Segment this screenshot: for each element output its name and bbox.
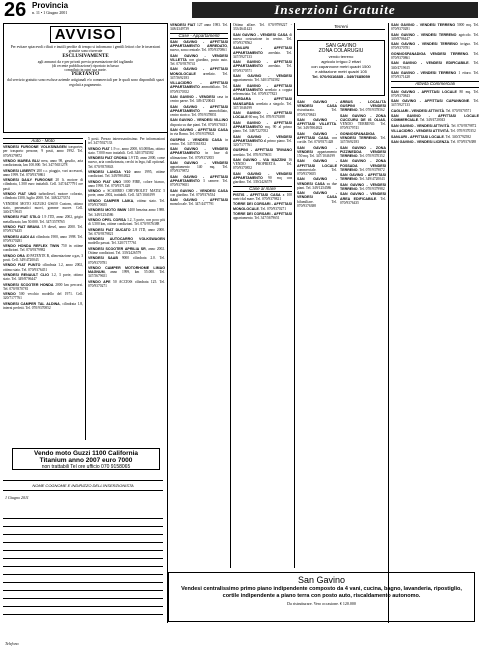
classified-ad: VENDESI SCOOTER APRILIA SR, anno 2002. Ottime condizioni. Tel. 339/2426579 [88, 246, 165, 255]
ad-body: Vendesi centralissimo primo piano indipendente composto da 4 vani, cucina, bagno, lavanderia, ripostiglio, cortile indipendente a piano terra con posto auto, riscaldamento autonomo. [181, 586, 462, 599]
classified-ad: SAN GAVINO - AFFITTASI LOCALE 60 mq. Tel. 070/9376388 [233, 111, 292, 120]
classified-ad: SAN GAVINO - VENDESI ATTIVITÀ. Tel. 070/9379872 [391, 123, 477, 128]
page-header [0, 0, 482, 20]
classified-ad: VENDESI CAMPER TAL ALDINA, cilindrata 1.8, interni perfetti. Tel. 070/9370852 [3, 301, 83, 310]
section-heading-terreni: Terreni [297, 24, 385, 30]
classified-ad: SAN GAVINO - AFFITTASI APPARTAMENTO ammobiliato, centro storico. Tel. 070/9378851 [170, 104, 228, 117]
column-auto-moto-2 [88, 137, 165, 442]
column-terreni-attivita [391, 23, 479, 568]
ad-line: e abitazione metri quadri 105 [315, 69, 367, 74]
classified-ad: GUSPINI - VENDESI CASA in centro. Tel. 347/5561832 [170, 137, 228, 146]
classified-ad: SAN GAVINO - VENDESI CASA di nuova costruzione in centro. Tel. 070/9378562 [233, 32, 292, 45]
insertion-form [3, 480, 163, 650]
form-lines[interactable] [3, 511, 163, 615]
classified-ad: VENDESI LANCIA Y10 anno 1995, ottime condizioni. Tel. 349/5904822 [88, 169, 165, 179]
classified-ad: VENDESI FURGONE VOLKSWAGEN trasporter, per trasporto persone, 9 posti, anno 1992. Tel. 070/9379872 [3, 145, 83, 158]
classified-ad: SAN GAVINO - AFFITTASI CASA con cortile. Tel. 070/9371428 [297, 131, 337, 145]
form-phone-label: Telefono [5, 641, 19, 646]
classified-ad: SAN GAVINO - VENDESI TERRENO irriguo. Tel. 070/9370781 [391, 42, 479, 51]
classified-ad: SAN GAVINO - AFFITTASI APPARTAMENTO 3 camere. Tel. 070/9379651 [170, 174, 228, 188]
moto-ad-box [12, 448, 160, 470]
column-rule [167, 23, 168, 623]
classified-ad: VENDESI LIBERTY 200 c.c. piaggio, vari accessori, anno 1999. Tel. 070/9370861 [3, 168, 83, 177]
classified-ad: SARDARA - AFFITTASI MANSARDA arredata a singolo. Tel. 347/1046199 [233, 97, 292, 110]
classified-ad: GONNOSFANADIGA VENDESI TERRENO. Tel. 347/5692183 [340, 131, 386, 145]
classified-ad: GUSPINI - AFFITTASI TRIVANO arredato. Tel. 070/9379651 [233, 148, 292, 157]
classified-ad: SAN GAVINO - AFFITTASI CASA in via Roma. Tel. 070/9379821 [170, 127, 228, 137]
classified-ad: SAN GAVINO - VENDESI appartamento. Tel. 340/3792582 [233, 73, 292, 83]
form-line[interactable] [3, 519, 163, 527]
classified-ad: SAN GAVINO - AFFITTASI LOCALE 80 mq. Tel. 070/9370843 [391, 89, 479, 98]
classified-ad: SAN GAVINO - VENDESI appartamento 140 mq. Tel. 070/9379872 [170, 160, 228, 174]
form-line[interactable] [3, 559, 163, 567]
classified-ad: SAN GAVINO - VENDESI TERRENO. Tel. 070/9379982 [340, 182, 386, 191]
avviso-line: dal servizio gratuito sono escluse aziende artigianali e/o commerciali per le quali sono disponibili spazi regolati a pagamento. [7, 78, 164, 87]
classified-ad: SAN GAVINO - VENDESI APPARTAMENTO al primo piano. Tel. 320/7177761 [233, 134, 292, 147]
column-case-2 [233, 23, 292, 568]
classified-ad: GONNOSFANADIGA VENDESI TERRENO. Tel. 070/9370861 [391, 51, 479, 60]
classified-ad: VENDO APE 50 ACCESS cilindrata 125. Tel. 070/9370271 [88, 279, 165, 288]
classified-ad: VENDO OPEL CORSA 1.2, 3 porte, con poco più di 3.500 km, ottime condizioni. Tel. 070/9376388 [88, 217, 165, 227]
classified-ad: SAN GAVINO - AFFITTASI TERRENO. Tel. 349/4720043 [340, 173, 386, 182]
ad-line: vendo terreno [328, 54, 354, 59]
form-line[interactable] [3, 535, 163, 543]
ad-line: Titanium anno 2007 euro 7000 [39, 457, 133, 464]
classified-ad: VENDESI AUDI A4 cilindrata 1900, anno 1998. Tel. 070/9370281 [3, 234, 83, 243]
classified-ad: VENDESI DAILY FURGONE 20 lt. motore di cilindrata, 1.500 euro trattabili. Cell. 347/4477791 ore pasti [3, 178, 83, 191]
classified-ad: SAN GAVINO - AFFITTASI VILLETTA. Tel. 349/5904822 [297, 118, 337, 131]
ad-zone: ZONA COLARUGIU [318, 48, 364, 54]
classified-ad: SAN GAVINO - VENDESI CASA su due piani. Tel. 349/1254586 [297, 177, 337, 190]
ad-line: con capannone metri quadri 1500 [311, 64, 371, 69]
column-rule [85, 140, 86, 440]
ad-line: agricolo irriguo 2 ettari [321, 59, 361, 64]
form-line[interactable] [3, 607, 163, 615]
classified-ad: SAN GAVINO - AFFITTASI APPARTAMENTO arredato. Tel. 070/9370571 [233, 60, 292, 73]
classified-ad: SAN GAVINO - VENDESI appartamento 150 mq. Tel. 347/1046199 [297, 145, 337, 158]
classified-ad: TORRE DEI CORSARI - AFFITTASI MONOLOCALE. Tel. 070/9370271 [233, 202, 292, 211]
classified-ad: VENDESI AUTOCARRO VOLKSWAGEN modello passat. Tel. 320/7177761 [88, 237, 165, 246]
form-heading: NOME COGNOME E INDIRIZZO DELL'INSERZIONISTA [3, 481, 163, 491]
classified-ad: VENDO CAMPER LAIKA, ottimo stato. Tel. 070/9370655 [88, 198, 165, 207]
classified-ad: SAN GAVINO - VENDESI APPARTAMENTO in fase di ultimazione. Tel. 070/9372855 [170, 147, 228, 160]
avviso-strong: ESCLUSIVAMENTE [62, 53, 109, 59]
avviso-title: AVVISO [50, 26, 122, 43]
classified-ad: TORRE DEI CORSARI - AFFITTASI appartamento. Tel. 347/5679651 [233, 211, 292, 221]
classified-ad: 5 posti. Prezzo interessantissimo. Per informazioni tel. 347/5927133 [88, 137, 165, 146]
classified-ad: SAN GAVINO - ZONA PIZZINEDDA VENDESI TERRENO. Tel. 070/9370352 [340, 145, 386, 158]
column-rule [230, 23, 231, 568]
section-heading: Auto - Moto [3, 138, 83, 144]
form-line[interactable] [3, 543, 163, 551]
classified-ad: VILLACIDRO - AFFITTASI APPARTAMENTO ammobiliato. Tel. 070/9370352 [170, 81, 228, 94]
classified-ad: SAN GAVINO - AFFITTASI LOCALE commerciale. Tel. 070/9370655 [297, 159, 337, 176]
classified-ad: SANLURI - AFFITTASI APPARTAMENTO arredato. Tel. 347/5927133 [233, 46, 292, 59]
column-case [170, 23, 228, 568]
classified-ad: VENDO o SCAMBIO CHEVROLET MATIZ 5 porte, anno 2002, trattabili. Cell. 347/1046199 [88, 189, 165, 198]
ad-footer: Da ristrutturare. Vero occasione. € 120.000 [287, 601, 356, 606]
classified-ad: VENDESI FIAT 127 anno 1983. Tel. 348/4349739 [170, 23, 228, 32]
classified-ad: CAGLIARI - VENDESI ATTIVITÀ. Tel. 070/9370571 [391, 108, 472, 113]
classified-ad: VENDESI SCOOTER HONDA 2000 km percorsi. Tel. 070/9370781 [3, 282, 83, 291]
classified-ad: SAN GAVINO - AFFITTASI APPARTAMENTO ARREDATO, nuovo, zona centrale. Tel. 070/9370861 [170, 39, 228, 53]
classified-ad: SAN GAVINO - AFFITTASI APPARTAMENTO mq. 90 al primo piano. Tel. 348/7227052 [233, 120, 292, 134]
classified-ad: SAN GAVINO - AFFITTASI CAPANNONE. Tel. 347/5927133 [391, 99, 479, 108]
san-gavino-ad [168, 572, 475, 622]
classified-ad: SAN GAVINO - VENDESI VILLINO disposta su due piani. Tel. 070/9370431 [170, 118, 228, 127]
avviso-line: Per evitare spiacevoli rifiuti e inutili perdite di tempo si informano i gentili lettori che le inserzioni gratuite sono riservate [10, 45, 161, 54]
column-rule [294, 23, 295, 568]
ad-line: Vendo moto Guzzi 1100 California [33, 450, 139, 457]
classified-ad: SAN GAVINO - VENDESI AREA EDIFICABILE. Tel. 070/9376435 [340, 192, 386, 205]
classified-ad: VENDESI RENAULT CLIO 1.2, 3 porte, ottimo stato. Tel. 349/8706447 [3, 272, 83, 282]
classified-ad: VENDESI FIAT STILO 1.9 JTD, anno 2002, grigio metallizzato, km 50.000. Tel. 347/3578765 [3, 215, 83, 224]
classified-ad: SAN GAVINO - VENDESI APPARTAMENTO 90 mq con giardino. Tel. 339/2426579 [233, 171, 292, 185]
issue-info: n. 11 • 1 Giugno 2001 [32, 10, 68, 15]
classified-ad: VENDO FIAT PUNTO cilindrata 1.2, anno 2002, ottimo stato. Tel. 070/9376451 [3, 263, 83, 272]
avviso-line: (di recente pubblicazione) riportato in basso [52, 63, 119, 68]
classified-ad: VENDESI MOTO BMW 1400 benzina anno 1988. Tel. 349/1254586 [88, 208, 165, 217]
classified-ad: PISTIS - AFFITTASI CASA a 100 metri dal mare. Tel. 070/9379821 [233, 192, 292, 201]
form-line[interactable] [3, 527, 163, 535]
classified-ad: SANLURI - AFFITTASI LOCALE. Tel. 340/3792582 [391, 134, 471, 139]
avviso-line: agli annunci da e per privati previa presentazione del tagliando [37, 59, 134, 64]
classified-ad: SAN GAVINO - VENDESI VILLETTA con giardino, posto auto. Tel. 070/9379741 [170, 53, 228, 66]
classified-ad: SAN GAVINO - AFFITTASI MONOLOCALE arredato. Tel. 347/5692183 [170, 67, 228, 80]
classified-ad: ARBUS - LOCALITÀ GUSPINI VENDESI TERRENO. Tel. 070/9378562 [340, 100, 386, 113]
column-auto-moto [3, 137, 83, 442]
classified-ad: SAN GAVINO - VENDESI TERRENO 5000 mq. Tel. 070/9370281 [391, 23, 479, 32]
section-heading: Attività Commerciali [391, 81, 479, 87]
ad-title: San Gavino [297, 575, 346, 585]
column-terreni [340, 100, 386, 568]
classified-ad: SAN GAVINO - VENDESI EDIFICABILE. Tel. 340/4719615 [391, 61, 479, 70]
classified-ad: VENDO CAMPER MOTORHOME LIMAG MAGNUM, anno 1999, km 55.000. Tel. 347/5679651 [88, 265, 165, 279]
classified-ad: VENDESI MOTO SUZUKI GS650 Custom, ottimo stato, pneumatici nuovi, gomme nuove. Cell. 340/4719615 [3, 201, 83, 214]
classified-ad: SAN GAVINO - AFFITTASI APPARTAMENTO arredato a coppia referenziata. Tel. 070/9377823 [233, 83, 292, 96]
classified-ad: VENDO ORA 40 PATENTE B, alimentazione a gas, 3 posti. Cell. 349/4720043 [3, 253, 83, 262]
classified-ad: VENDO FIAT UNO 1000 FIRE, colore bianco, anno 1990. Tel. 070/9371428 [88, 179, 165, 188]
avviso-notice [3, 23, 168, 133]
classified-ad: VILLACIDRO - VENDESI ATTIVITÀ. Tel. 070/9370352 [391, 129, 476, 134]
form-line[interactable] [3, 551, 163, 559]
form-line[interactable] [3, 583, 163, 591]
masthead-logo: Provincia [32, 1, 69, 10]
classified-ad: VENDO MAREA BLU nera, anno 98, gasolio, aria condizionata, km 100.000. Tel. 347/5651278 [3, 159, 83, 168]
classified-ad: SAN GAVINO - VENDESI TERRENO 1 ettaro. Tel. 070/9371428 [391, 70, 479, 80]
classified-ad: SAN GAVINO - VENDESI TERRENO agricolo. Tel. 349/8706447 [391, 32, 479, 41]
form-line[interactable] [3, 511, 163, 519]
classified-ad: VENDESI FIAT DUCATO 2.8 JTD, anno 2000. Tel. 070/9379821 [88, 227, 165, 236]
classified-ad: SAN GAVINO - ZONA CUCCURU DE IS OLIAS, VENDO TERRENO. Tel. 070/9379741 [340, 113, 386, 131]
classified-ad: SAN GAVINO - AFFITTASI LOCALE COMMERCIALE. Tel. 349/4720043 [391, 114, 479, 123]
classified-ad: VENDO FIAT UNO turbodiesel, motore colorato, cilindrata 1300, luglio 2000. Tel. 348/2273374 [3, 191, 83, 201]
classified-ad: SAN GAVINO - AFFITTASI monolocale. Tel. 347/4477791 [170, 198, 228, 207]
form-line[interactable] [3, 567, 163, 575]
column-case-3 [297, 100, 337, 568]
avviso-strong: PERTANTO [71, 72, 100, 78]
page-number: 26 [4, 0, 27, 21]
terreno-ad-box [297, 40, 385, 96]
section-heading: Case - Appartamenti [170, 33, 228, 39]
classified-ad: SAN GAVINO - VENDESI LICENZA. Tel. 070/9376388 [391, 139, 477, 144]
classified-ad: SAN GAVINO - VENDESI CASA bifamiliare. Tel. 070/9376388 [297, 191, 337, 208]
classified-ad: VENDESI SAAB 9000 cilindrata 2.0. Tel. 070/9370781 [88, 256, 165, 265]
classified-ad: SAN GAVINO - VENDESI CASA ristrutturata. Tel. 070/9370843 [297, 100, 337, 117]
ad-town: SAN GAVINO [325, 43, 357, 49]
classified-ad: Ottimo affare. Tel. 070/9799227 - 333/4641423 [233, 23, 292, 32]
classified-ad: VENDO FIAT BRAVA 1.9 diesel, anno 2000. Tel. 070/9376435 [3, 224, 83, 234]
form-line[interactable] [3, 591, 163, 599]
ad-phone: Tel. 070/9316885 - 349/7685059 [312, 74, 370, 79]
ad-line: non trattabili Tel ore ufficio 070 9158065 [41, 464, 131, 470]
classified-ad: VENDESI FIAT CROMA 1.9 TD, anno 2000, come nuovo, aria condizionata, cerchi in lega, full optional. Tel. 070/9370843 [88, 156, 165, 169]
section-title: Inserzioni Gratuite [192, 2, 478, 18]
column-rule [388, 23, 389, 623]
classified-ad: VENDO FIAT 1.9 cc. anno 2000, 63.000km, ottimo stato. 7.000 euro trattabili. Cell. 340/3792582 [88, 146, 165, 155]
form-line[interactable] [3, 575, 163, 583]
classified-ad: VENDO 500 vecchio modello del 1971. Cell. 320/7177761 [3, 292, 83, 301]
form-line[interactable] [3, 599, 163, 607]
classified-ad: VENDO HONDA REFLEX TWIN 750 in ottime condizioni. Tel. 070/9379982 [3, 244, 83, 253]
form-date: 1 Giugno 2011 [5, 495, 29, 500]
classified-ad: SAN GAVINO - ZONA FOSSADA VENDESI TERRENO. Tel. 070/9379872 [340, 159, 386, 172]
classified-ad: SAN GAVINO - VENDESI casa in centro paese. Tel. 349/4720043 [170, 94, 228, 104]
classified-ad: SAN GAVINO - VENDESI CASA con giardino. Tel. 070/9376534 [170, 188, 228, 197]
section-heading: Case al mare [233, 186, 292, 192]
avviso-line: compilato in ogni sua parte. [64, 68, 107, 73]
classified-ad: SAN GAVINO - VIA MAZZINI 16 VENDO PROPRIETÀ. Tel. 070/9370852 [233, 157, 292, 171]
